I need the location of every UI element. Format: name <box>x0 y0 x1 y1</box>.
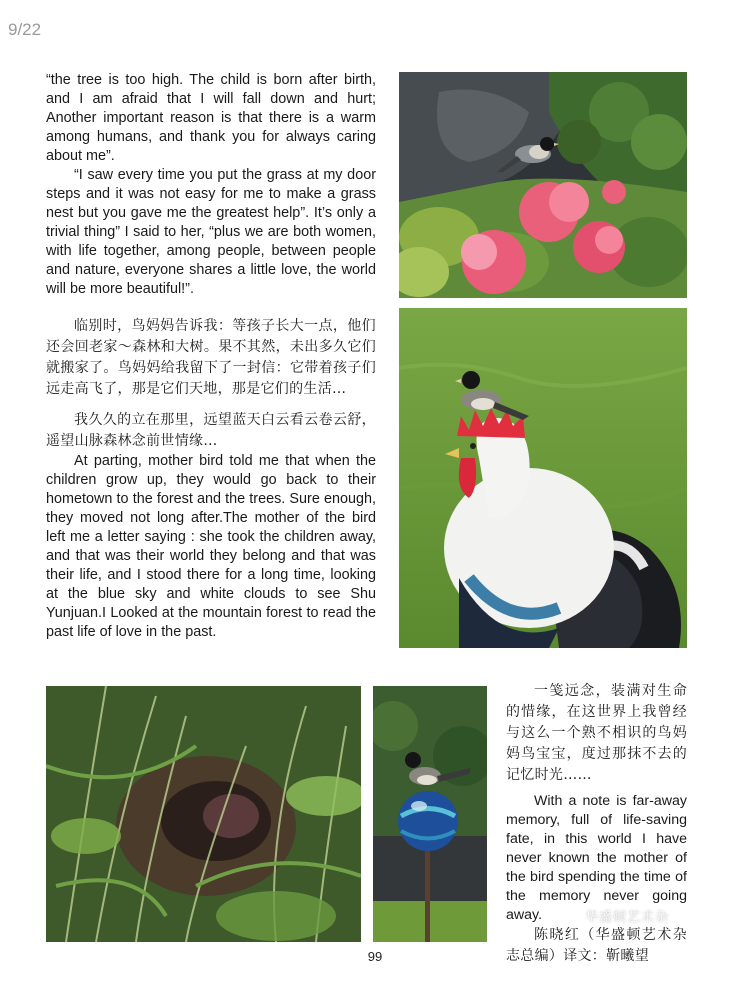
paragraph-chinese: 临别时，鸟妈妈告诉我：等孩子长大一点，他们还会回老家～森林和大树。果不其然，未出多久它们就搬家了。鸟妈妈给我留下了一封信：它带着孩子们远走高飞了，那是它们天地，那是它们的生活… <box>46 318 376 397</box>
photo-bird-ball <box>373 686 487 942</box>
article-block-1 <box>46 71 376 299</box>
paragraph-chinese: 我久久的立在那里，远望蓝天白云看云卷云舒，遥望山脉森林念前世情缘… <box>46 412 376 449</box>
photo-nest <box>46 686 361 942</box>
paragraph: With a note is far-away memory, full of life-saving fate, in this world I have never known the mother of the bird spending the time of the memory never going away. <box>506 793 687 923</box>
watermark: 华盛顿艺术杂 <box>585 910 670 925</box>
photo-bird-rooster <box>399 308 687 648</box>
paragraph: “I saw every time you put the grass at my door steps and it was not easy for me to make a grass nest but you gave me the greatest help”. It’s only a trivial thing” I said to her, “plus we are both women, with life together, among people, between people and nature, everyone shares a little love, the world will be more beautiful!”. <box>46 167 376 297</box>
paragraph-chinese: 一笺远念，装满对生命的惜缘，在这世界上我曾经与这么一个熟不相识的鸟妈妈鸟宝宝，度过那抹不去的记忆时光…… <box>506 683 687 783</box>
page-number: 99 <box>367 949 383 964</box>
article-block-2 <box>46 316 376 642</box>
paragraph: At parting, mother bird told me that when the children grow up, they would go back to their hometown to the forest and the trees. Sure enough, they moved not long after.The mother of the bird left me a letter saying : she took the children away, and that was their world they belong and that was their life, and I stood there for a long time, looking at the blue sky and white clouds to see Shu Yunjuan.I Looked at the mountain forest to read the past life of love in the past. <box>46 453 376 640</box>
photo-bird-flowers <box>399 72 687 298</box>
page-indicator: 9/22 <box>8 20 42 39</box>
author-credit: 陈晓红（华盛顿艺术杂志总编）译文：靳曦望 <box>506 927 687 964</box>
paragraph: “the tree is too high. The child is born after birth, and I am afraid that I will fall down and hurt; Another important reason is that there is a warm among humans, and thank you for always caring about me”. <box>46 72 376 164</box>
